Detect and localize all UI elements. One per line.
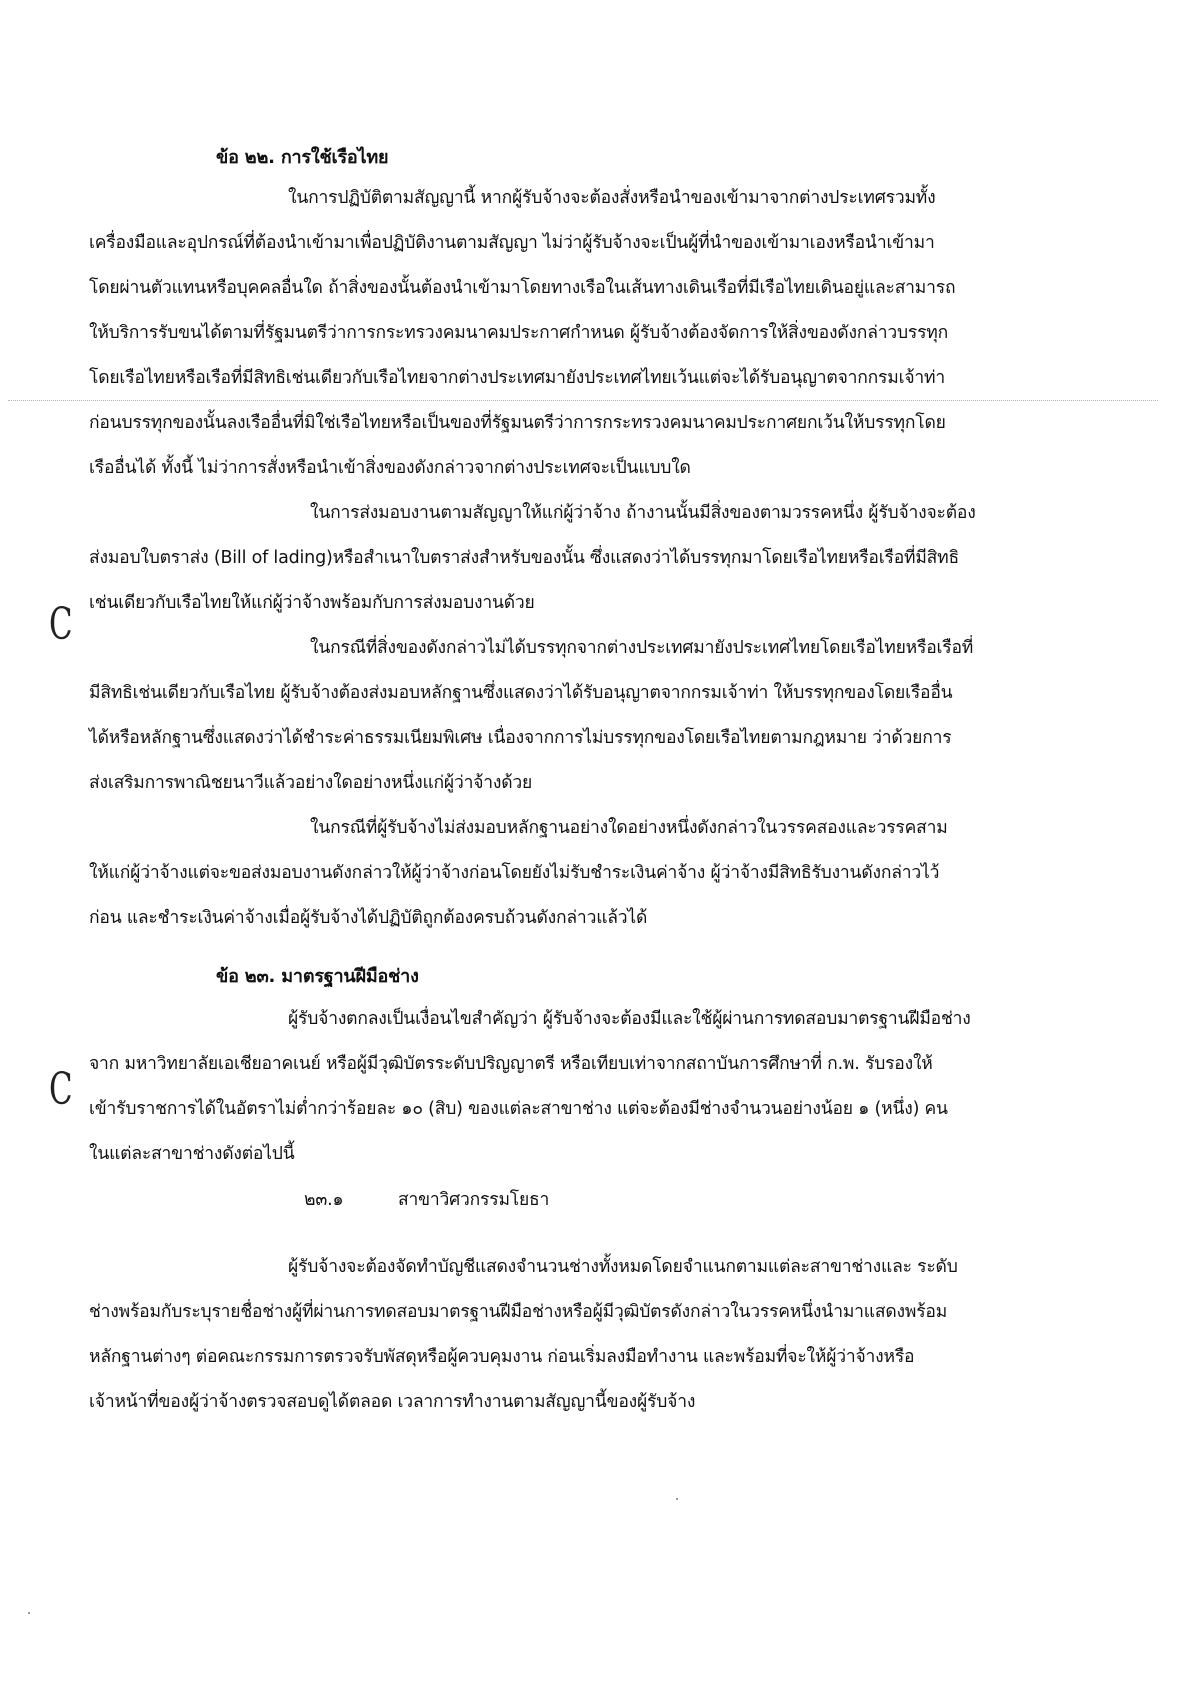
- section-23-line: ผู้รับจ้างตกลงเป็นเงื่อนไขสำคัญว่า ผู้รับจ้างจะต้องมีและใช้ผู้ผ่านการทดสอบมาตรฐานฝีมือช่าง: [288, 1009, 971, 1029]
- scan-speck: [676, 1498, 678, 1500]
- section-22-line: ให้แก่ผู้ว่าจ้างแต่จะขอส่งมอบงานดังกล่าวให้ผู้ว่าจ้างก่อนโดยยังไม่รับชำระเงินค่าจ้าง ผู้ว่าจ้างมีสิทธิรับงานดังกล่าวไว้: [89, 863, 940, 883]
- section-22-line: ในการปฏิบัติตามสัญญานี้ หากผู้รับจ้างจะต้องสั่งหรือนำของเข้ามาจากต่างประเทศรวมทั้ง: [288, 188, 936, 208]
- section-22-line: ในการส่งมอบงานตามสัญญาให้แก่ผู้ว่าจ้าง ถ้างานนั้นมีสิ่งของตามวรรคหนึ่ง ผู้รับจ้างจะต้อง: [310, 503, 976, 523]
- section-22-line: ในกรณีที่ผู้รับจ้างไม่ส่งมอบหลักฐานอย่างใดอย่างหนึ่งดังกล่าวในวรรคสองและวรรคสาม: [310, 818, 948, 838]
- section-22-line: ส่งมอบใบตราส่ง (Bill of lading)หรือสำเนาใบตราส่งสำหรับของนั้น ซึ่งแสดงว่าได้บรรทุกมาโดยเรือไทยหรือเรือที่มีสิทธิ: [89, 548, 959, 568]
- section-22-line: ได้หรือหลักฐานซึ่งแสดงว่าได้ชำระค่าธรรมเนียมพิเศษ เนื่องจากการไม่บรรทุกของโดยเรือไทยตามกฎหมาย ว่าด้วยการ: [89, 728, 952, 748]
- section-23-line: ในแต่ละสาขาช่างดังต่อไปนี้: [89, 1144, 295, 1164]
- section-22-line: ให้บริการรับขนได้ตามที่รัฐมนตรีว่าการกระทรวงคมนาคมประกาศกำหนด ผู้รับจ้างต้องจัดการให้สิ่งของดังกล่าวบรรทุก: [89, 323, 949, 343]
- margin-bracket-mark: C: [49, 1064, 73, 1115]
- section-23-closing-line: เจ้าหน้าที่ของผู้ว่าจ้างตรวจสอบดูได้ตลอด เวลาการทำงานตามสัญญานี้ของผู้รับจ้าง: [89, 1392, 696, 1412]
- section-22-heading: ข้อ ๒๒. การใช้เรือไทย: [216, 147, 389, 168]
- scan-dotted-line: [8, 400, 1158, 401]
- section-22-line: มีสิทธิเช่นเดียวกับเรือไทย ผู้รับจ้างต้องส่งมอบหลักฐานซึ่งแสดงว่าได้รับอนุญาตจากกรมเจ้าท่า ให้บรรทุกของโดยเรืออื่น: [89, 683, 953, 703]
- section-22-line: เช่นเดียวกับเรือไทยให้แก่ผู้ว่าจ้างพร้อมกับการส่งมอบงานด้วย: [89, 593, 535, 613]
- section-22-line: ก่อนบรรทุกของนั้นลงเรืออื่นที่มิใช่เรือไทยหรือเป็นของที่รัฐมนตรีว่าการกระทรวงคมนาคมประกาศยกเว้นให้บรรทุกโดย: [89, 413, 946, 433]
- section-23-closing-line: หลักฐานต่างๆ ต่อคณะกรรมการตรวจรับพัสดุหรือผู้ควบคุมงาน ก่อนเริ่มลงมือทำงาน และพร้อมที่จะให้ผู้ว่าจ้างหรือ: [89, 1347, 915, 1367]
- scan-speck: [28, 1612, 30, 1614]
- section-23-line: เข้ารับราชการได้ในอัตราไม่ต่ำกว่าร้อยละ ๑๐ (สิบ) ของแต่ละสาขาช่าง แต่จะต้องมีช่างจำนวนอย่างน้อย ๑ (หนึ่ง) คน: [89, 1099, 948, 1119]
- margin-bracket-mark: C: [49, 599, 73, 650]
- section-22-line: เรืออื่นได้ ทั้งนี้ ไม่ว่าการสั่งหรือนำเข้าสิ่งของดังกล่าวจากต่างประเทศจะเป็นแบบใด: [89, 458, 691, 478]
- section-23-closing-line: ช่างพร้อมกับระบุรายชื่อช่างผู้ที่ผ่านการทดสอบมาตรฐานฝีมือช่างหรือผู้มีวุฒิบัตรดังกล่าวในวรรคหนึ่งนำมาแสดงพร้อม: [89, 1302, 948, 1322]
- section-22-line: เครื่องมือและอุปกรณ์ที่ต้องนำเข้ามาเพื่อปฏิบัติงานตามสัญญา ไม่ว่าผู้รับจ้างจะเป็นผู้ที่นำของเข้ามาเองหรือนำเข้ามา: [89, 233, 935, 253]
- section-22-line: ส่งเสริมการพาณิชยนาวีแล้วอย่างใดอย่างหนึ่งแก่ผู้ว่าจ้างด้วย: [89, 773, 533, 793]
- section-23-line: จาก มหาวิทยาลัยเอเชียอาคเนย์ หรือผู้มีวุฒิบัตรระดับปริญญาตรี หรือเทียบเท่าจากสถาบันการศึกษาที่ ก.พ. รับรองให้: [89, 1054, 933, 1074]
- item-label: สาขาวิศวกรรมโยธา: [398, 1190, 550, 1210]
- section-23-heading: ข้อ ๒๓. มาตรฐานฝีมือช่าง: [216, 966, 419, 987]
- section-22-line: ก่อน และชำระเงินค่าจ้างเมื่อผู้รับจ้างได้ปฏิบัติถูกต้องครบถ้วนดังกล่าวแล้วได้: [89, 908, 648, 928]
- section-22-line: โดยผ่านตัวแทนหรือบุคคลอื่นใด ถ้าสิ่งของนั้นต้องนำเข้ามาโดยทางเรือในเส้นทางเดินเรือที่มีเรือไทยเดินอยู่และสามารถ: [89, 278, 956, 298]
- section-22-line: โดยเรือไทยหรือเรือที่มีสิทธิเช่นเดียวกับเรือไทยจากต่างประเทศมายังประเทศไทยเว้นแต่จะได้รับอนุญาตจากกรมเจ้าท่า: [89, 368, 946, 388]
- section-22-line: ในกรณีที่สิ่งของดังกล่าวไม่ได้บรรทุกจากต่างประเทศมายังประเทศไทยโดยเรือไทยหรือเรือที่: [310, 638, 974, 658]
- item-number: ๒๓.๑: [304, 1190, 344, 1210]
- section-23-closing-line: ผู้รับจ้างจะต้องจัดทำบัญชีแสดงจำนวนช่างทั้งหมดโดยจำแนกตามแต่ละสาขาช่างและ ระดับ: [288, 1257, 958, 1277]
